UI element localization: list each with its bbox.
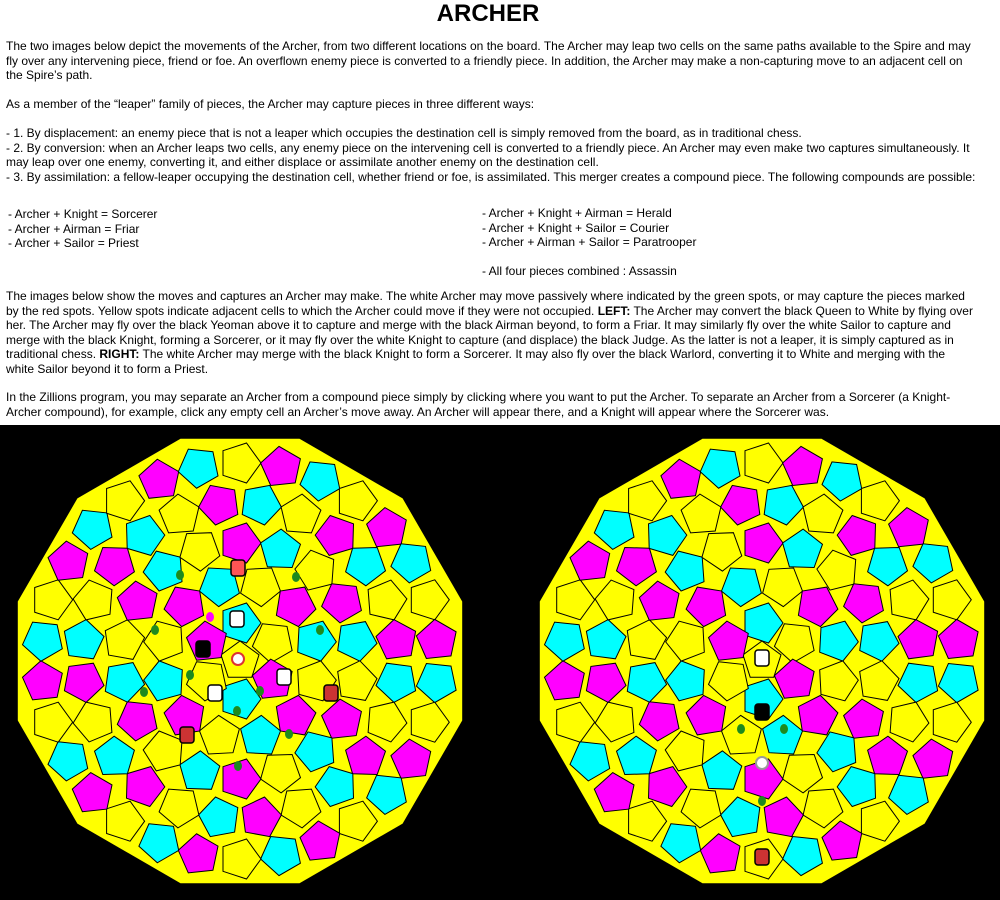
warlord-piece-icon <box>755 704 769 720</box>
move-spot <box>256 686 264 696</box>
compound-item: - Archer + Knight + Sailor = Courier <box>482 220 670 235</box>
knight-piece-icon <box>277 669 291 685</box>
archer-piece-icon <box>756 757 768 769</box>
desc-part3: The white Archer may merge with the black Knight to form a Sorcerer. It may also fly over the black Warlord, converting it to White and merging with the white Sailor beyond it to form a Priest. <box>6 347 946 376</box>
leaper-intro: As a member of the “leaper” family of pieces, the Archer may capture pieces in three different ways: <box>6 97 535 111</box>
sailor-piece-icon <box>755 650 769 666</box>
compound-list-left <box>8 207 157 251</box>
boards-svg <box>0 425 1000 900</box>
move-spot <box>780 724 788 734</box>
rule-conversion: - 2. By conversion: when an Archer leaps two cells, any enemy piece on the intervening cell is converted to a friendly piece. An Archer may even make two captures simultaneously. It may leap over one enemy, converting it, and either displace or assimilate another enemy on the destination cell. <box>6 140 970 169</box>
desc-part2: The Archer may convert the black Queen to White by flying over her. The Archer may fly over the black Yeoman above it to capture and merge with the black Airman beyond, to form a Friar. It may similarly fly over the white Sailor to capture and merge with the black Knight, forming a Sorcerer, or it may fly over the white Knight to capture (and displace) the black Judge. As the latter is not a leaper, it is simply captured as in traditional chess. <box>6 303 973 361</box>
compound-item: - Archer + Airman = Friar <box>8 221 140 236</box>
sailor-piece-icon <box>208 685 222 701</box>
compound-item: - Archer + Airman + Sailor = Paratrooper <box>482 235 697 249</box>
compound-list-right <box>482 206 696 279</box>
desc-part1: The images below show the moves and captures an Archer may make. The white Archer may move passively where indicated by the green spots, or may capture the pieces marked by the red spots. Yellow spots indicate adjacent cells to which the Archer could move if they were not occupied. <box>6 289 965 318</box>
board-images <box>0 425 1000 900</box>
move-spot <box>140 687 148 697</box>
queen-piece-icon <box>196 641 210 657</box>
yeoman-piece-icon <box>230 611 244 627</box>
move-spot <box>234 761 242 771</box>
move-spot <box>737 724 745 734</box>
compound-item: - Archer + Knight + Airman = Herald <box>482 206 672 220</box>
knight-piece-icon <box>180 727 194 743</box>
archer-piece-icon <box>232 653 244 665</box>
compound-item: - Archer + Knight = Sorcerer <box>8 207 158 221</box>
judge-piece-icon <box>324 685 338 701</box>
move-spot <box>206 612 214 622</box>
move-spot <box>316 625 324 635</box>
move-spot <box>233 706 241 716</box>
right-label: RIGHT: <box>99 347 140 361</box>
intro-paragraph: The two images below depict the movements of the Archer, from two different locations on the board. The Archer may leap two cells on the same paths available to the Spire and may fly over any intervening piece, friend or foe. An overflown enemy piece is converted to a friendly piece. In addition, the Archer may make a non-capturing move to an adjacent cell on the Spire’s path. <box>6 39 971 82</box>
move-spot <box>292 572 300 582</box>
compound-item: - Archer + Sailor = Priest <box>8 236 139 250</box>
left-label: LEFT: <box>597 303 631 318</box>
move-spot <box>151 625 159 635</box>
knight-piece-icon <box>755 849 769 865</box>
page-title: ARCHER <box>436 0 540 27</box>
zillions-note: In the Zillions program, you may separate an Archer from a compound piece simply by clicking where you want to put the Archer. To separate an Archer from a Sorcerer (a Knight-Archer compound), for example, click any empty cell an Archer’s move away. An Archer will appear there, and a Knight will appear where the Sorcerer was. <box>6 390 951 419</box>
images-description <box>6 289 976 376</box>
rule-displacement: - 1. By displacement: an enemy piece that is not a leaper which occupies the destination cell is simply removed from the board, as in traditional chess. <box>6 126 802 140</box>
move-spot <box>186 670 194 680</box>
move-spot <box>176 570 184 580</box>
compound-item-all: - All four pieces combined : Assassin <box>482 264 677 278</box>
rule-assimilation: - 3. By assimilation: a fellow-leaper occupying the destination cell, whether friend or foe, is assimilated. This merger creates a compound piece. The following compounds are possible: <box>6 169 976 184</box>
move-spot <box>758 796 766 806</box>
capture-rules <box>6 126 976 184</box>
move-spot <box>285 729 293 739</box>
airman-piece-icon <box>231 560 245 576</box>
